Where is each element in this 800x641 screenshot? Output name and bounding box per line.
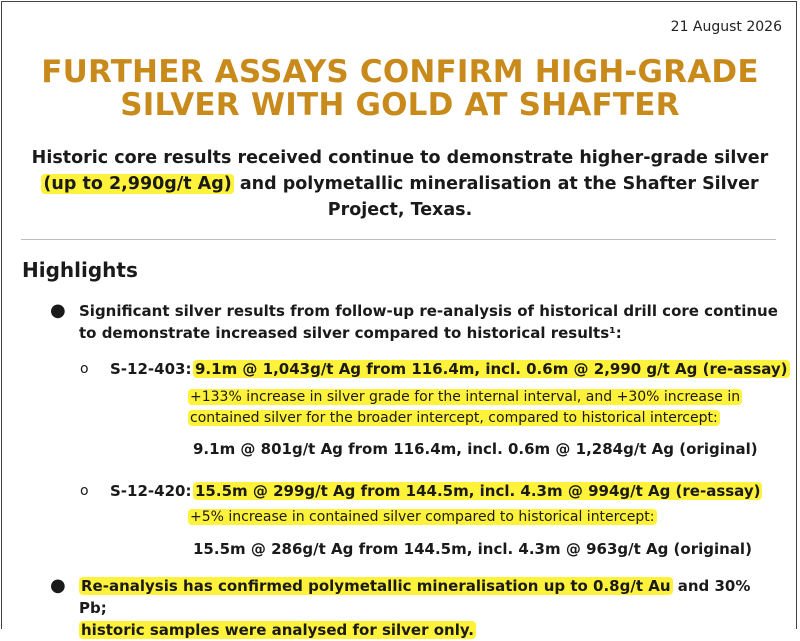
hole-note-line-1 xyxy=(188,507,657,527)
bullet-2-line-1 xyxy=(79,575,779,619)
note-highlight: contained silver for the broader intercept, compared to historical intercept: xyxy=(190,410,718,426)
subheadline xyxy=(0,145,800,223)
hole-label: S-12-403: xyxy=(110,360,192,378)
subheadline-line-2 xyxy=(0,171,800,197)
bullet-1-line-2: to demonstrate increased silver compared to historical results¹: xyxy=(79,324,622,342)
hole-label: S-12-420: xyxy=(110,482,192,500)
hole-reassay-highlight: 9.1m @ 1,043g/t Ag from 116.4m, incl. 0.6m @ 2,990 g/t Ag (re-assay) xyxy=(195,360,788,378)
release-date: 21 August 2026 xyxy=(670,19,782,35)
hole-original: 15.5m @ 286g/t Ag from 144.5m, incl. 4.3m @ 963g/t Ag (original) xyxy=(193,540,752,558)
hole-reassay xyxy=(193,480,762,502)
divider xyxy=(21,239,776,240)
bullet-2-line-1-rest: and 30% Pb; xyxy=(79,577,751,617)
sub-bullet-circle: o xyxy=(80,483,89,499)
hole-note-line-1 xyxy=(188,387,742,407)
subheadline-line-2-rest: and polymetallic mineralisation at the Shafter Silver xyxy=(233,174,759,194)
subheadline-highlight: (up to 2,990g/t Ag) xyxy=(43,174,232,194)
bullet-2-highlight: Re-analysis has confirmed polymetallic mineralisation up to 0.8g/t Au xyxy=(81,577,671,595)
hole-note-line-2 xyxy=(188,408,720,428)
bullet-2-highlight-line-2: historic samples were analysed for silver only. xyxy=(81,621,474,639)
note-highlight: +5% increase in contained silver compared to historical intercept: xyxy=(190,509,655,525)
bullet-dot: ● xyxy=(50,300,66,321)
subheadline-line-1: Historic core results received continue to demonstrate higher-grade silver xyxy=(31,148,769,168)
sub-bullet-circle: o xyxy=(80,361,89,377)
bullet-2-line-2 xyxy=(79,619,779,641)
headline-line-2: SILVER WITH GOLD AT SHAFTER xyxy=(120,87,680,123)
subheadline-line-3: Project, Texas. xyxy=(327,200,473,220)
bullet-1-line-1: Significant silver results from follow-up re-analysis of historical drill core continue xyxy=(79,302,778,320)
bullet-dot: ● xyxy=(50,575,66,596)
hole-reassay xyxy=(193,358,790,380)
highlight-bullet-1 xyxy=(79,300,779,344)
highlights-heading: Highlights xyxy=(22,258,138,282)
headline xyxy=(0,56,800,122)
hole-reassay-highlight: 15.5m @ 299g/t Ag from 144.5m, incl. 4.3m @ 994g/t Ag (re-assay) xyxy=(195,482,761,500)
note-highlight: +133% increase in silver grade for the internal interval, and +30% increase in xyxy=(190,389,741,405)
highlight-bullet-2 xyxy=(79,575,779,641)
headline-line-1: FURTHER ASSAYS CONFIRM HIGH-GRADE xyxy=(41,54,759,90)
hole-original: 9.1m @ 801g/t Ag from 116.4m, incl. 0.6m @ 1,284g/t Ag (original) xyxy=(193,440,758,458)
